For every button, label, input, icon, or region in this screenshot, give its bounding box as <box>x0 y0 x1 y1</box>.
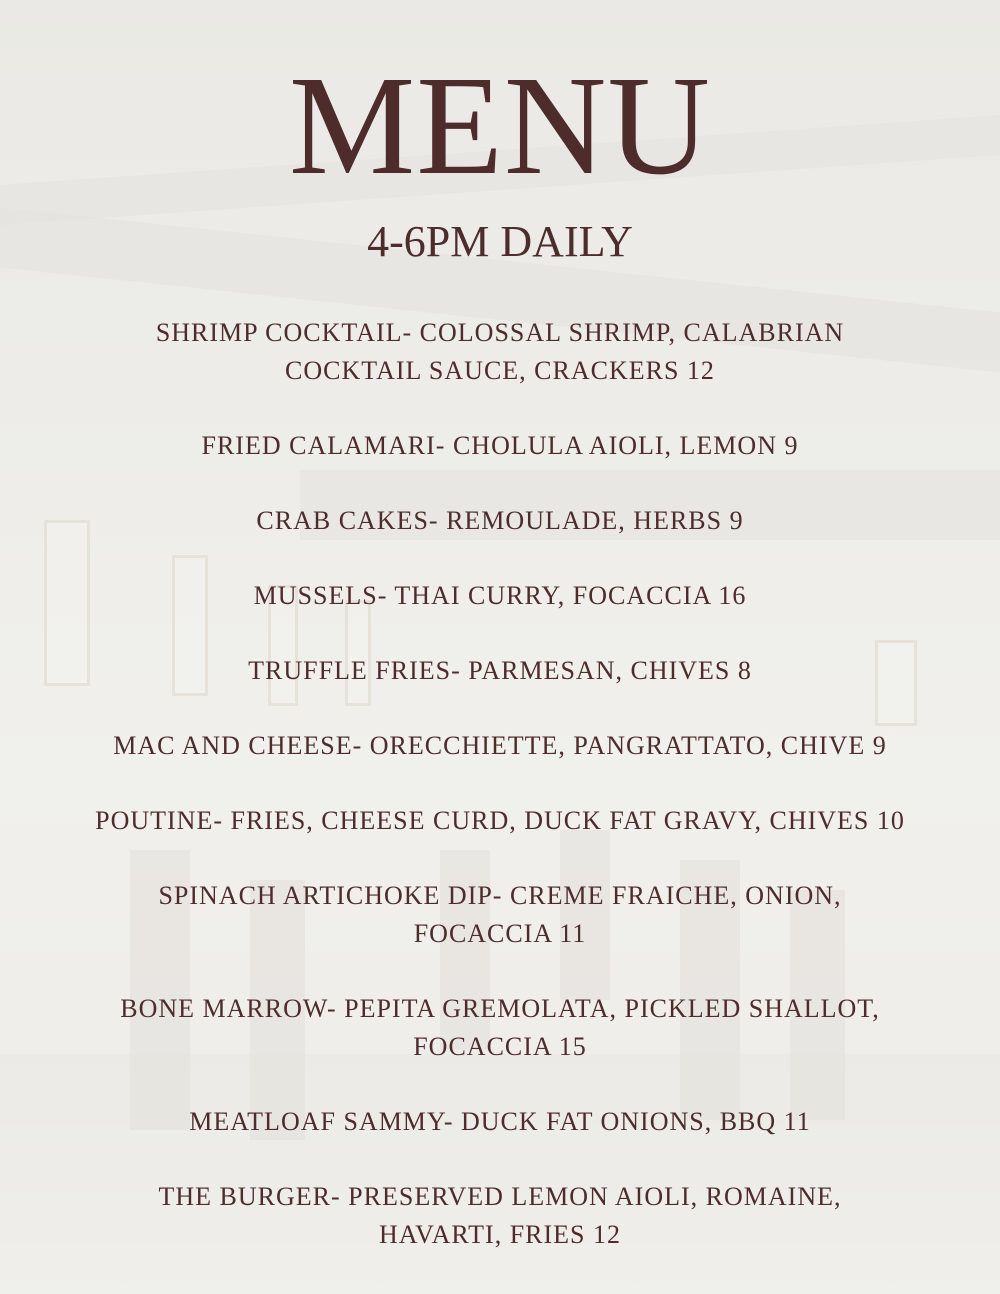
menu-item-line: SPINACH ARTICHOKE DIP- CREME FRAICHE, ONION, <box>158 881 842 910</box>
menu-item-line: COCKTAIL SAUCE, CRACKERS 12 <box>285 356 715 385</box>
menu-item <box>50 727 950 765</box>
menu-item-line: FRIED CALAMARI- CHOLULA AIOLI, LEMON 9 <box>201 431 799 460</box>
menu-item <box>50 877 950 953</box>
menu-item <box>50 314 950 390</box>
menu-item-line: CRAB CAKES- REMOULADE, HERBS 9 <box>256 506 744 535</box>
menu-title: MENU <box>288 46 712 204</box>
menu-hours: 4-6PM DAILY <box>367 217 633 266</box>
menu-item <box>50 990 950 1066</box>
menu-item <box>50 652 950 690</box>
menu-item-line: POUTINE- FRIES, CHEESE CURD, DUCK FAT GRAVY, CHIVES 10 <box>95 806 905 835</box>
menu-item-line: MAC AND CHEESE- ORECCHIETTE, PANGRATTATO, CHIVE 9 <box>113 731 887 760</box>
menu-item-line: BONE MARROW- PEPITA GREMOLATA, PICKLED SHALLOT, <box>120 994 880 1023</box>
menu-item <box>50 427 950 465</box>
menu-item-line: MEATLOAF SAMMY- DUCK FAT ONIONS, BBQ 11 <box>189 1107 811 1136</box>
menu-item <box>50 577 950 615</box>
menu-item <box>50 1103 950 1141</box>
menu-item-line: THE BURGER- PRESERVED LEMON AIOLI, ROMAINE, <box>158 1182 842 1211</box>
menu-item-line: TRUFFLE FRIES- PARMESAN, CHIVES 8 <box>248 656 752 685</box>
menu-item-line: SHRIMP COCKTAIL- COLOSSAL SHRIMP, CALABRIAN <box>155 318 845 347</box>
menu-item <box>50 1178 950 1254</box>
menu-item <box>50 502 950 540</box>
menu-item <box>50 802 950 840</box>
menu-item-line: MUSSELS- THAI CURRY, FOCACCIA 16 <box>253 581 747 610</box>
menu-item-list <box>50 314 950 1291</box>
menu-item-line: FOCACCIA 11 <box>413 919 587 948</box>
menu-item-line: HAVARTI, FRIES 12 <box>378 1220 622 1249</box>
menu-item-line: FOCACCIA 15 <box>413 1032 587 1061</box>
